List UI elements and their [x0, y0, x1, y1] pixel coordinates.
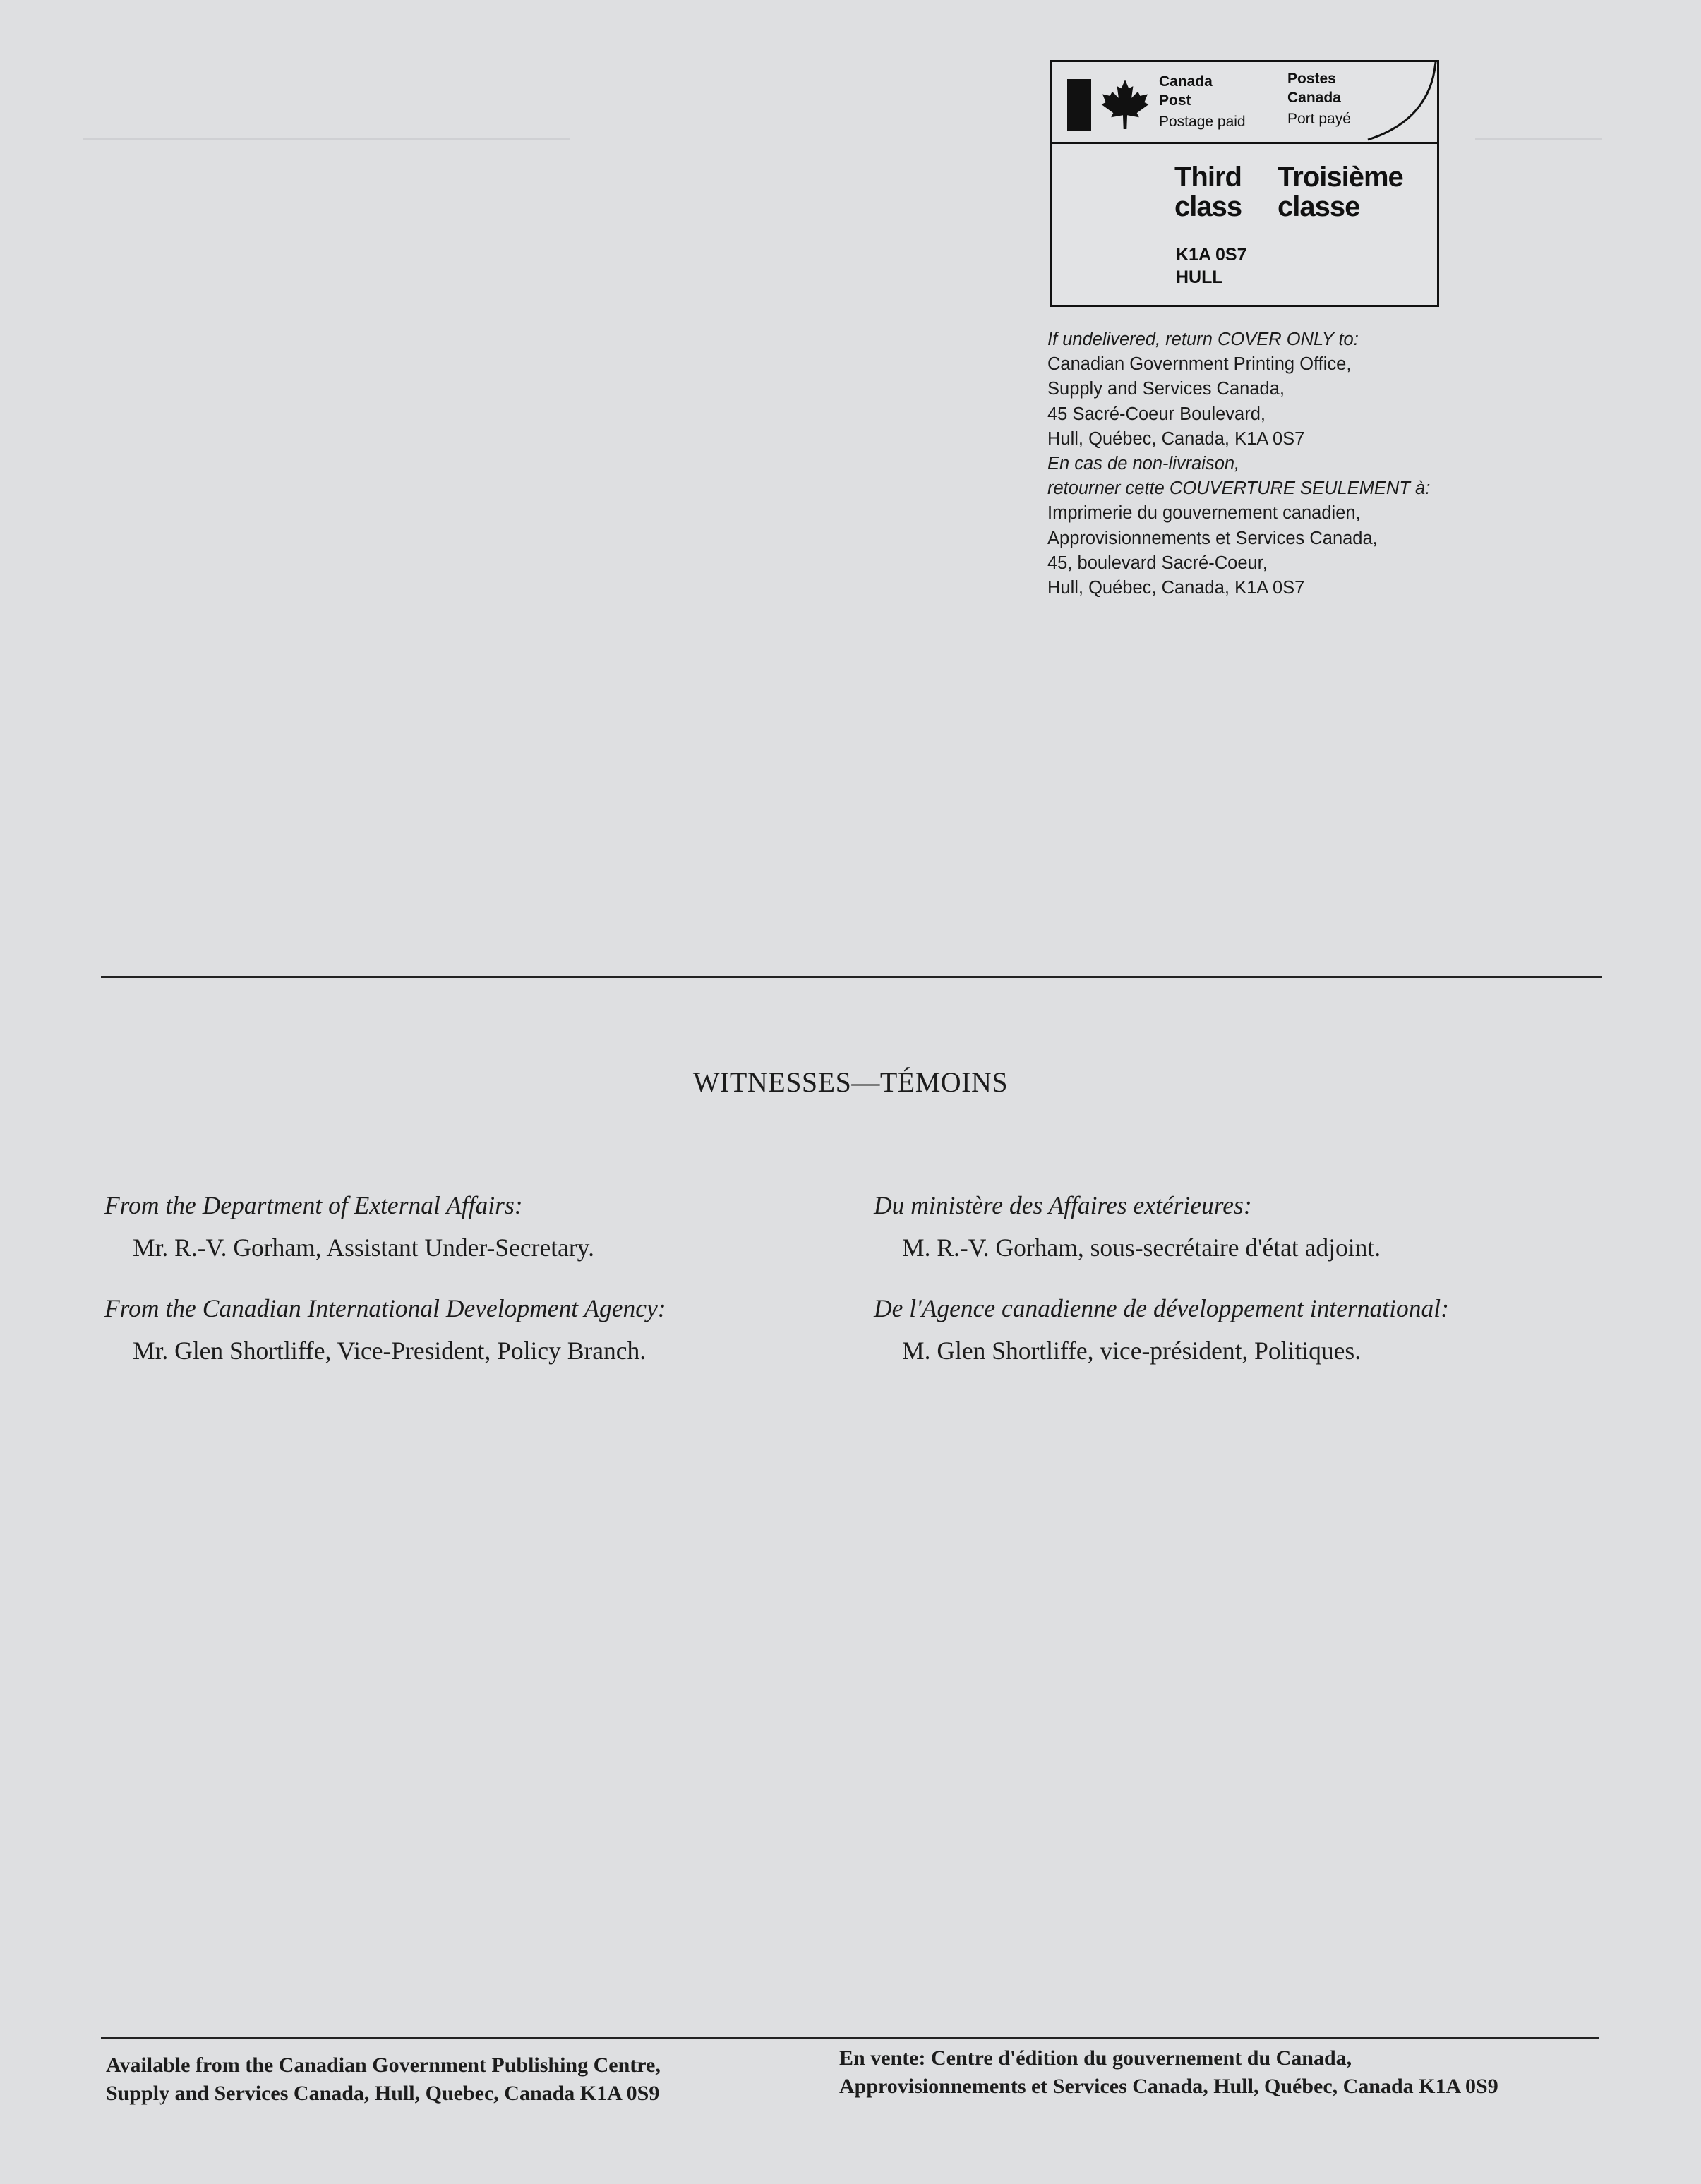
port-paye-label: Port payé — [1287, 111, 1351, 127]
canada-post-en — [1159, 72, 1246, 131]
return-fr-line: 45, boulevard Sacré-Coeur, — [1047, 553, 1268, 573]
witness-org-2-en: From the Canadian International Development Agency: — [104, 1294, 666, 1322]
bleed-through-rule — [1475, 138, 1602, 140]
footer-en-line2: Supply and Services Canada, Hull, Quebec, Canada K1A 0S9 — [106, 2082, 660, 2105]
witness-person-1-en: Mr. R.-V. Gorham, Assistant Under-Secretary. — [133, 1233, 594, 1262]
witness-person-2-fr: M. Glen Shortliffe, vice-président, Politiques. — [902, 1337, 1362, 1365]
return-en-line: Supply and Services Canada, — [1047, 379, 1285, 399]
witness-org-2-fr: De l'Agence canadienne de développement international: — [874, 1294, 1449, 1322]
class-en-line1: Third — [1174, 162, 1242, 193]
footer-en-line1: Available from the Canadian Government Publishing Centre, — [106, 2053, 661, 2077]
witness-org-1-en: From the Department of External Affairs: — [104, 1191, 523, 1219]
postage-paid-label: Postage paid — [1159, 114, 1246, 130]
return-en-line: 45 Sacré-Coeur Boulevard, — [1047, 404, 1266, 424]
witness-person-2-en: Mr. Glen Shortliffe, Vice-President, Policy Branch. — [133, 1337, 647, 1365]
postal-city: HULL — [1176, 267, 1223, 287]
class-en-line2: class — [1174, 191, 1242, 222]
return-en-line: Hull, Québec, Canada, K1A 0S7 — [1047, 428, 1305, 449]
return-address — [1047, 327, 1430, 601]
witnesses-english — [104, 1190, 666, 1366]
footer-fr-line1: En vente: Centre d'édition du gouvernement du Canada, — [839, 2046, 1352, 2070]
return-en-heading: If undelivered, return COVER ONLY to: — [1047, 330, 1359, 349]
post-en-label: Post — [1159, 92, 1191, 109]
indicia-header — [1052, 62, 1437, 144]
postal-code: K1A 0S7 — [1176, 245, 1247, 265]
return-fr-line: Approvisionnements et Services Canada, — [1047, 528, 1378, 548]
footer-divider — [101, 2037, 1599, 2039]
class-fr-line2: classe — [1278, 191, 1360, 222]
return-fr-heading-2: retourner cette COUVERTURE SEULEMENT à: — [1047, 478, 1431, 499]
footer-french — [839, 2044, 1498, 2101]
indicia-corner-curve — [1362, 62, 1437, 141]
bleed-through-rule — [83, 138, 570, 140]
witnesses-french — [874, 1190, 1449, 1366]
class-en — [1174, 162, 1242, 222]
footer-english — [106, 2051, 661, 2108]
footer-fr-line2: Approvisionnements et Services Canada, Hull, Québec, Canada K1A 0S9 — [839, 2075, 1498, 2098]
return-fr-line: Imprimerie du gouvernement canadien, — [1047, 503, 1361, 524]
maple-leaf-icon — [1098, 76, 1152, 133]
indicia-black-bar — [1067, 79, 1091, 131]
class-fr — [1278, 162, 1403, 222]
witnesses-heading: WITNESSES—TÉMOINS — [692, 1066, 1009, 1098]
canada-post-fr — [1287, 69, 1351, 128]
canada-fr-label: Canada — [1287, 90, 1341, 106]
section-divider — [101, 976, 1602, 978]
canada-en-label: Canada — [1159, 73, 1213, 90]
class-fr-line1: Troisième — [1278, 162, 1403, 193]
return-en-line: Canadian Government Printing Office, — [1047, 354, 1352, 375]
return-fr-line: Hull, Québec, Canada, K1A 0S7 — [1047, 578, 1305, 598]
witness-person-1-fr: M. R.-V. Gorham, sous-secrétaire d'état adjoint. — [902, 1233, 1381, 1262]
postes-fr-label: Postes — [1287, 71, 1336, 87]
indicia-postal-code — [1176, 243, 1247, 289]
return-fr-heading-1: En cas de non-livraison, — [1047, 454, 1240, 474]
postage-indicia — [1050, 60, 1439, 307]
witness-org-1-fr: Du ministère des Affaires extérieures: — [874, 1191, 1252, 1219]
